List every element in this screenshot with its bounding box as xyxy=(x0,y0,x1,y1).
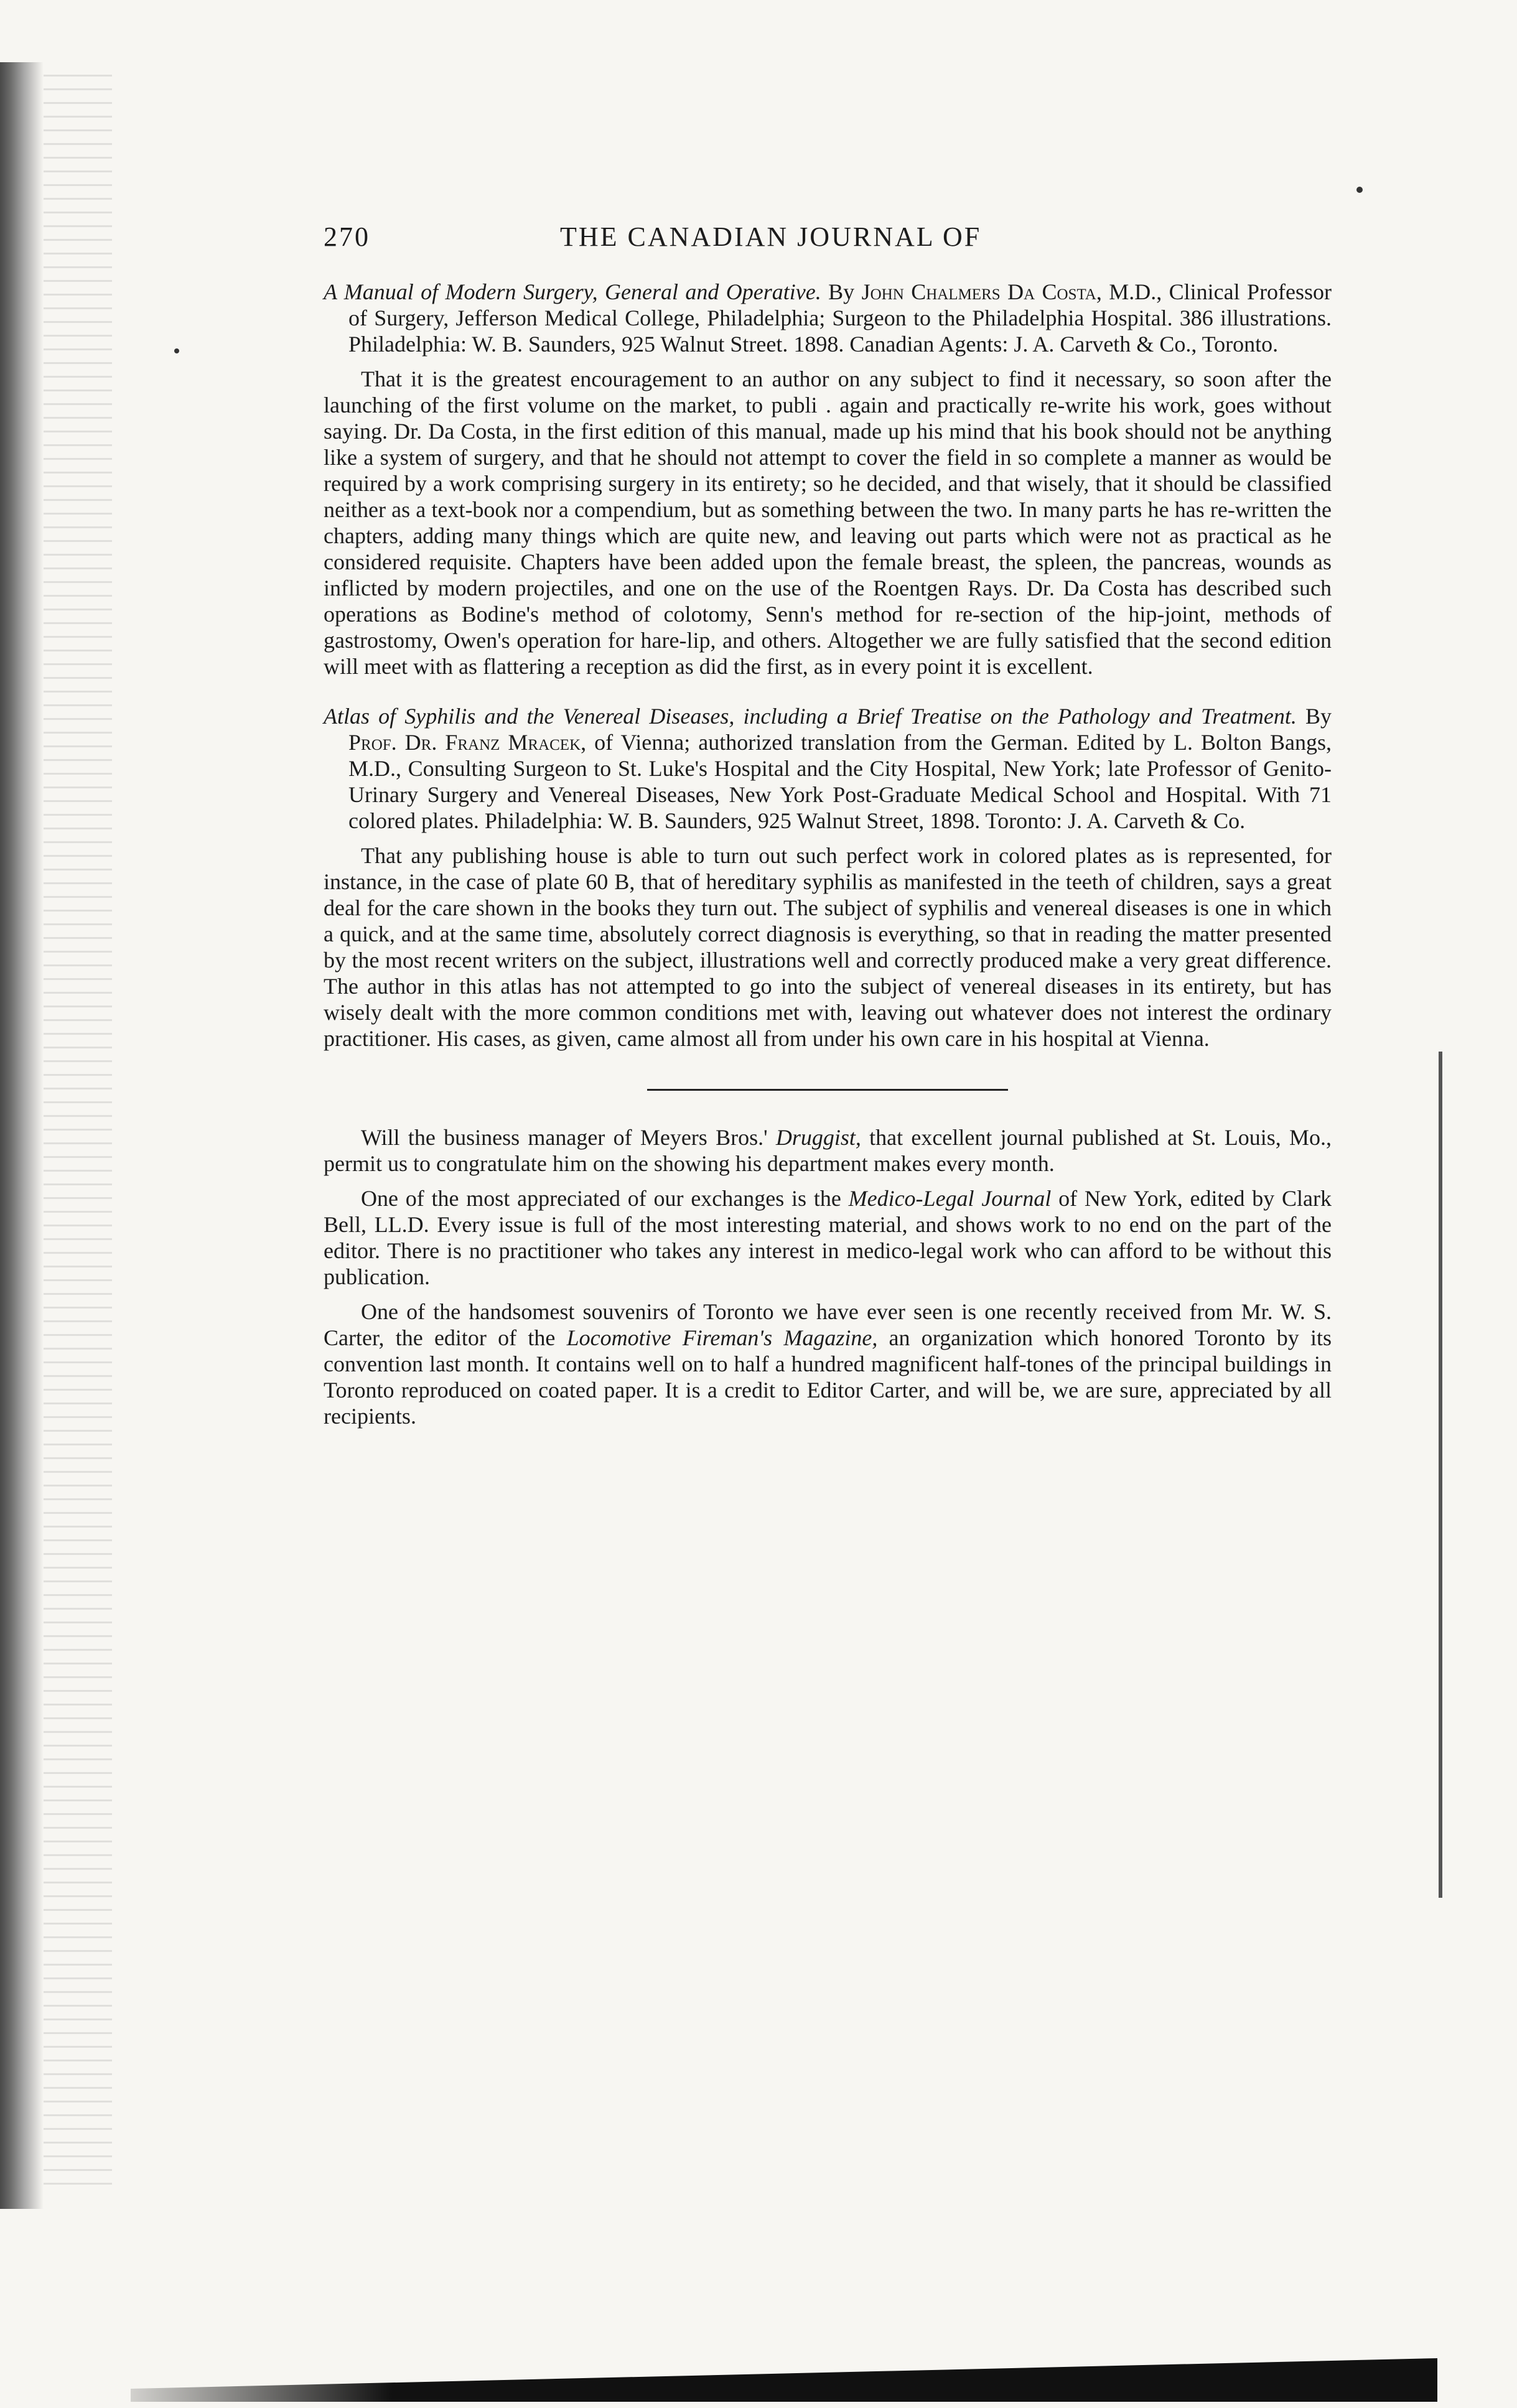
book-title: Atlas of Syphilis and the Venereal Diseases, including a Brief Treatise on the Pathology and Treatment. xyxy=(324,704,1297,729)
review-body: That any publishing house is able to turn out such perfect work in colored plates as is represented, for instance, in the case of plate 60 B, that of hereditary syphilis as manifested in the teeth of children, says a great deal for the care shown in the books they turn out. The subject of syphilis and venereal diseases is one in which a quick, and at the same time, absolutely correct diagnosis is everything, so that in reading the matter presented by the most recent writers on the subject, illustrations well and correctly produced make a very great difference. The author in this atlas has not attempted to go into the subject of venereal diseases in its entirety, but has wisely dealt with the more common conditions met with, leaving out whatever does not interest the ordinary practitioner. His cases, as given, came almost all from under his own care in his hospital at Vienna. xyxy=(324,843,1332,1051)
journal-page xyxy=(324,224,1332,1438)
notice-text: of New York, edited by Clark Bell, LL.D. Every issue is full of the most interesting material, and shows work to no end on the part of the editor. There is no practitioner who takes any interest in medico-legal work who can afford to be without this publication. xyxy=(324,1186,1332,1289)
review-surgery-manual xyxy=(324,279,1332,679)
notice-publication: Medico-Legal Journal xyxy=(848,1186,1052,1211)
scan-margin-rule xyxy=(1439,1052,1442,1898)
notice-text: Will the business manager of Meyers Bros.' xyxy=(361,1125,776,1150)
notice-druggist xyxy=(324,1124,1332,1177)
scan-edge-shadow xyxy=(0,62,44,2209)
review-citation xyxy=(324,279,1332,357)
scan-edge-speckle xyxy=(44,75,112,2190)
book-author: John Chalmers Da Costa, xyxy=(861,279,1102,304)
book-author: Prof. Dr. Franz Mracek, xyxy=(348,730,587,755)
review-citation xyxy=(324,703,1332,834)
notice-publication: Locomotive Fireman's Magazine, xyxy=(566,1325,878,1350)
by-word: By xyxy=(828,279,855,304)
page-number: 270 xyxy=(324,222,370,252)
scan-bottom-shadow xyxy=(131,2358,1437,2402)
section-divider xyxy=(647,1089,1008,1091)
notice-souvenir xyxy=(324,1299,1332,1429)
notice-text: that excellent journal published at St. Louis, Mo., permit us to congratulate him on the showing his department makes every month. xyxy=(324,1125,1332,1176)
editorial-notices xyxy=(324,1124,1332,1429)
notice-text: One of the handsomest souvenirs of Toronto we have ever seen is one recently received from Mr. W. S. Carter, the editor of the xyxy=(324,1299,1332,1350)
scan-speck xyxy=(174,348,179,353)
running-head xyxy=(324,224,1332,250)
notice-text: an organization which honored Toronto by its convention last month. It contains well on to half a hundred magnificent half-tones of the principal buildings in Toronto reproduced on coated paper. It is a credit to Editor Carter, and will be, we are sure, appreciated by all recipients. xyxy=(324,1325,1332,1429)
review-syphilis-atlas xyxy=(324,703,1332,1052)
book-title: A Manual of Modern Surgery, General and Operative. xyxy=(324,279,821,304)
citation-details: of Vienna; authorized translation from the German. Edited by L. Bolton Bangs, M.D., Consulting Surgeon to St. Luke's Hospital and the City Hospital, New York; late Professor of Genito-Urinary Surgery and Venereal Diseases, New York Post-Graduate Medical School and Hospital. With 71 colored plates. Philadelphia: W. B. Saunders, 925 Walnut Street, 1898. Toronto: J. A. Carveth & Co. xyxy=(348,730,1332,833)
notice-medico-legal xyxy=(324,1185,1332,1290)
scan-speck xyxy=(1356,187,1363,193)
review-body: That it is the greatest encouragement to an author on any subject to find it necessary, so soon after the launching of the first volume on the market, to publi . again and practically re-write his work, goes without saying. Dr. Da Costa, in the first edition of this manual, made up his mind that his book should not be anything like a system of surgery, and that he should not attempt to cover the field in so complete a manner as would be required by a work comprising surgery in its entirety; so he decided, and that wisely, that it should be classified neither as a text-book nor a compendium, but as something between the two. In many parts he has re-written the chapters, adding many things which are quite new, and leaving out parts which were not as practical as he considered requisite. Chapters have been added upon the female breast, the spleen, the pancreas, wounds as inflicted by modern projectiles, and one on the use of the Roentgen Rays. Dr. Da Costa has described such operations as Bodine's method of colotomy, Senn's method for re-section of the hip-joint, methods of gastrostomy, Owen's operation for hare-lip, and others. Altogether we are fully satisfied that the second edition will meet with as flattering a reception as did the first, as in every point it is excellent. xyxy=(324,366,1332,679)
notice-publication: Druggist, xyxy=(775,1125,861,1150)
by-word: By xyxy=(1305,704,1332,729)
notice-text: One of the most appreciated of our exchanges is the xyxy=(361,1186,849,1211)
citation-details: M.D., Clinical Professor of Surgery, Jefferson Medical College, Philadelphia; Surgeon to the Philadelphia Hospital. 386 illustrations. Philadelphia: W. B. Saunders, 925 Walnut Street. 1898. Canadian Agents: J. A. Carveth & Co., Toronto. xyxy=(348,279,1332,357)
journal-title: THE CANADIAN JOURNAL OF xyxy=(560,222,982,252)
